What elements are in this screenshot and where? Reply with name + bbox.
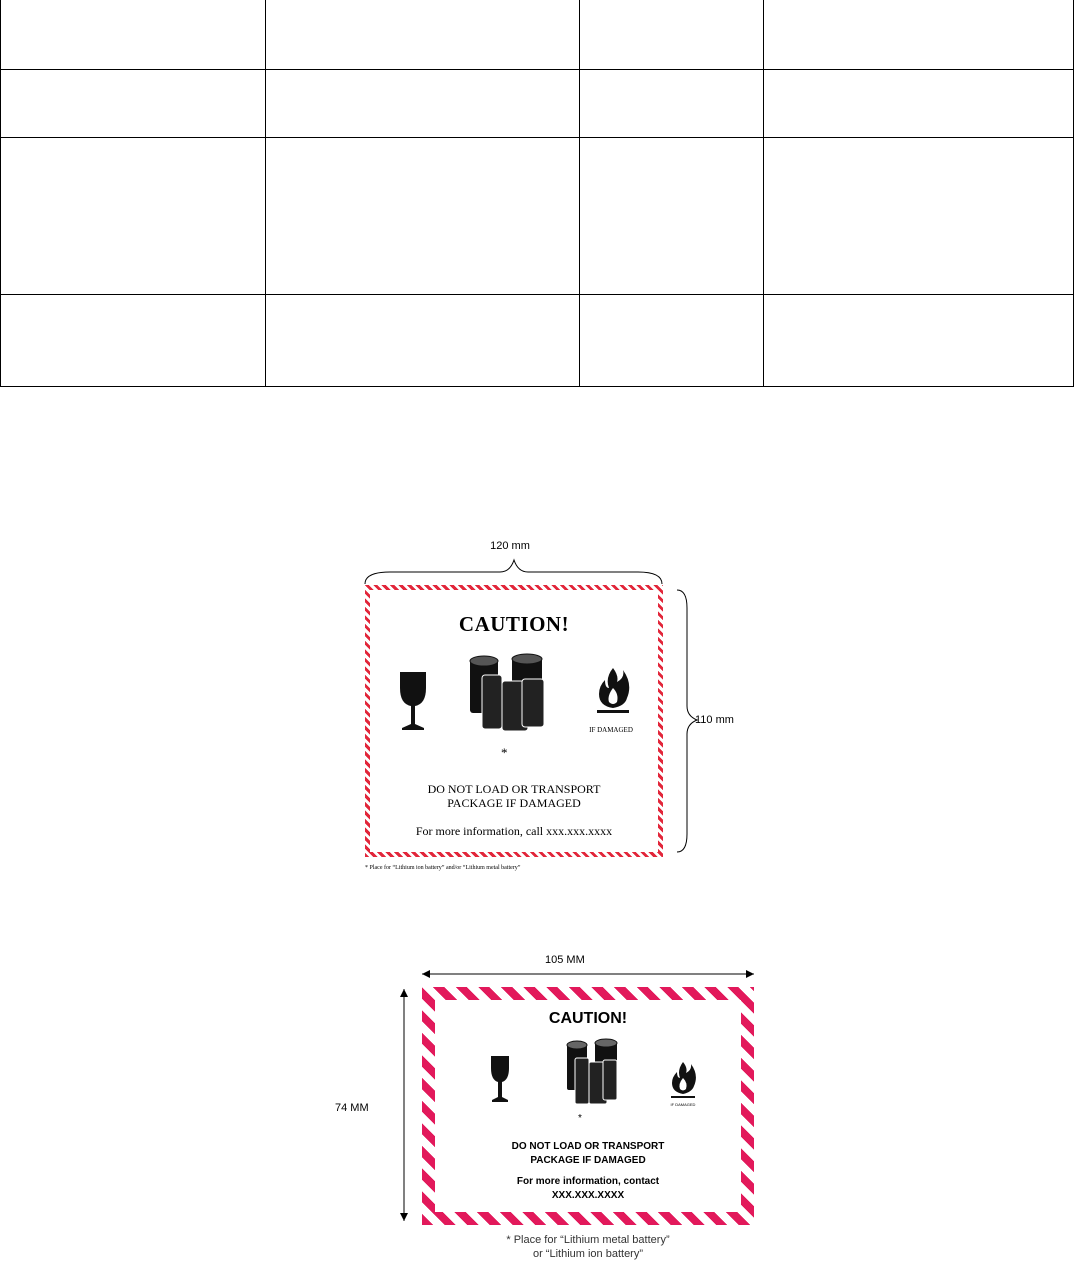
info-line: For more information, call xxx.xxx.xxxx xyxy=(415,824,613,838)
info-line-1: For more information, contact xyxy=(516,1176,660,1187)
table-cell xyxy=(1,69,266,137)
flame-icon xyxy=(669,1060,697,1100)
width-dimension: 105 MM xyxy=(545,954,585,966)
flame-caption: IF DAMAGED xyxy=(670,1102,696,1107)
width-dimension: 120 mm xyxy=(490,540,530,552)
table-cell xyxy=(580,137,764,294)
info-line-2: XXX.XXX.XXXX xyxy=(551,1190,625,1201)
label-border xyxy=(422,987,754,1225)
lithium-battery-label-120x110 xyxy=(360,540,760,885)
table-cell xyxy=(764,0,1074,69)
empty-table xyxy=(0,0,1074,387)
warning-line-2: PACKAGE IF DAMAGED xyxy=(447,796,581,810)
table-row xyxy=(1,137,1074,294)
width-brace-icon xyxy=(360,550,670,586)
batteries-icon xyxy=(565,1038,621,1108)
table-cell xyxy=(580,0,764,69)
table-cell xyxy=(1,294,266,386)
table-cell xyxy=(1,0,266,69)
lithium-battery-label-105x74 xyxy=(330,950,770,1270)
fragile-glass-icon xyxy=(489,1054,511,1104)
width-arrow-icon xyxy=(418,968,758,980)
footnote-line-1: * Place for “Lithium metal battery” xyxy=(506,1234,670,1246)
warning-line-1: DO NOT LOAD OR TRANSPORT xyxy=(511,1141,665,1152)
table-cell xyxy=(580,69,764,137)
table-cell xyxy=(266,137,580,294)
height-dimension: 74 MM xyxy=(335,1102,369,1114)
table-row xyxy=(1,294,1074,386)
warning-line-1: DO NOT LOAD OR TRANSPORT xyxy=(427,782,601,796)
flame-caption: IF DAMAGED xyxy=(589,726,633,734)
footnote: * Place for “Lithium ion battery” and/or “Lithium metal battery” xyxy=(365,865,521,871)
footnote-line-2: or “Lithium ion battery” xyxy=(532,1248,644,1260)
label-title: CAUTION! xyxy=(548,1010,628,1027)
table-cell xyxy=(266,294,580,386)
label-border xyxy=(365,585,663,857)
table-cell xyxy=(266,0,580,69)
table-row xyxy=(1,69,1074,137)
batteries-icon xyxy=(468,653,550,733)
table-cell xyxy=(1,137,266,294)
asterisk-marker: * xyxy=(501,745,508,760)
label-title: CAUTION! xyxy=(458,612,570,636)
warning-line-2: PACKAGE IF DAMAGED xyxy=(530,1155,646,1166)
table-cell xyxy=(266,69,580,137)
table-cell xyxy=(764,294,1074,386)
table-cell xyxy=(580,294,764,386)
height-arrow-icon xyxy=(398,985,410,1225)
asterisk-marker: * xyxy=(578,1113,582,1124)
table-row xyxy=(1,0,1074,69)
fragile-glass-icon xyxy=(398,670,428,732)
table-cell xyxy=(764,69,1074,137)
flame-icon xyxy=(595,666,631,716)
height-dimension: 110 mm xyxy=(695,714,734,726)
table-cell xyxy=(764,137,1074,294)
